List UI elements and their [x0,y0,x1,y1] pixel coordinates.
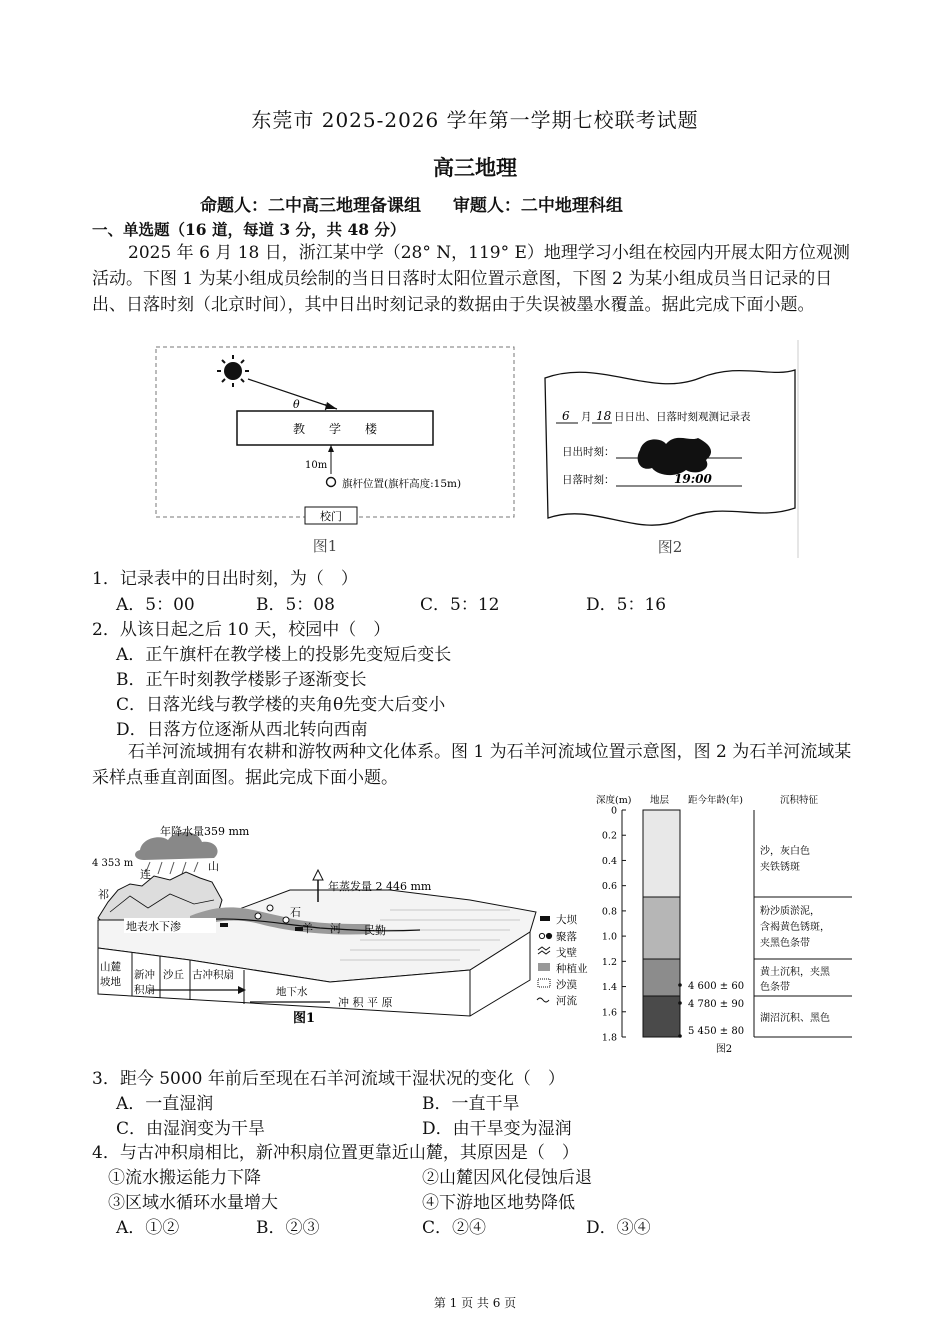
dam-1 [220,923,228,927]
sun-icon [217,355,249,387]
record-month: 6 [562,409,570,423]
question-1-stem: 1．记录表中的日出时刻，为（ ） [92,569,358,589]
record-day: 18 [596,409,612,423]
figure-observation-record [540,340,802,558]
feature-3-line-1: 黄土沉积，夹黑 [760,967,830,978]
lian-label: 连 [140,868,151,881]
piedmont-label-1: 山麓 [100,961,121,973]
legend-desert-icon [538,979,550,987]
record-heading: 日日出、日落时刻观测记录表 [614,411,751,423]
depth-tick-label: 0.8 [601,906,617,918]
figure-river-basin [90,820,600,1030]
depth-tick-label: 0.6 [601,881,617,893]
feature-2-line-1: 粉沙质淤泥， [760,906,820,917]
figure-a1-caption: 图1 [312,537,338,555]
exam-title: 东莞市 2025-2026 学年第一学期七校联考试题 [251,108,699,132]
legend-dam: 大坝 [556,914,577,926]
settlement-3 [283,917,289,923]
stem-1: 2025 年 6 月 18 日，浙江某中学（28° N，119° E）地理学习小组在校园内开展太阳方位观测活动。下图 1 为某小组成员绘制的当日日落时太阳位置示意图，下图 2 为某小组成员当日记录的日出、日落时刻（北京时间），其中日出时刻记录的数据由于失误被墨水覆盖。据此完成下面小题。 [92,243,850,315]
new-fan-label-2: 积扇 [134,984,155,996]
groundwater-label: 地下水 [276,986,308,998]
plain-label: 冲 积 平 原 [338,996,393,1009]
q4-option-b: B．②③ [256,1218,320,1238]
old-fan-label: 古冲积扇 [192,969,234,981]
rain-lines [146,862,198,874]
dune-label: 沙丘 [163,969,184,981]
altitude-label: 4 353 m [92,858,134,869]
shi-label: 石 [290,906,301,919]
sunrise-label: 日出时刻： [562,446,615,458]
q3-option-b: B．一直干旱 [422,1094,520,1114]
figure-profile [592,790,854,1058]
authors-line [200,191,649,216]
proposer: 命题人：二中高三地理备课组 [200,196,421,216]
qi-label: 祁 [98,888,109,901]
q1-option-c: C．5：12 [420,595,500,615]
legend [537,913,588,1007]
gate-label: 校门 [320,510,342,523]
figure-b2-caption: 图2 [715,1044,733,1055]
layer-4 [643,996,680,1037]
feature-1-line-1: 沙，灰白色 [760,846,810,857]
minqin-label: 民勤 [364,924,386,937]
flagpole-label: 旗杆位置(旗杆高度:15m) [342,478,462,490]
q2-option-b: B．正午时刻教学楼影子逐渐变长 [116,670,367,690]
q2-option-c: C．日落光线与教学楼的夹角θ先变大后变小 [116,695,446,715]
building-label: 教 学 楼 [292,422,378,436]
age-marker-1 [678,983,682,987]
header-feature: 沉积特征 [780,795,819,806]
q1-option-d: D．5：16 [586,595,667,615]
piedmont-label-2: 坡地 [100,976,121,988]
feature-3-line-2: 色条带 [760,982,790,993]
legend-settlement-icon [539,933,544,938]
sunset-value: 19:00 [674,472,712,486]
q4-item-3: ③区域水循环水量增大 [108,1193,278,1213]
question-2-stem: 2．从该日起之后 10 天，校园中（ ） [92,620,391,640]
feature-1-line-2: 夹铁锈斑 [760,862,800,873]
header-stratum: 地层 [650,795,670,806]
record-month-unit: 月 [581,411,592,423]
q4-item-1: ①流水搬运能力下降 [108,1168,261,1188]
q4-item-2: ②山麓因风化侵蚀后退 [422,1168,592,1188]
legend-gobi: 戈壁 [556,947,577,959]
age-2: 4 780 ± 90 [688,999,745,1010]
age-marker-3 [678,1034,682,1038]
q3-option-d: D．由干旱变为湿润 [422,1119,572,1139]
sunset-label: 日落时刻： [562,474,615,486]
legend-plantation: 种植业 [556,963,588,975]
age-1: 4 600 ± 60 [688,981,745,992]
legend-plantation-icon [538,963,550,971]
figure-a2-caption: 图2 [657,538,683,556]
section-heading: 一、单选题（16 道，每道 3 分，共 48 分） [92,220,406,239]
q4-option-d: D．③④ [586,1218,651,1238]
q4-item-4: ④下游地区地势降低 [422,1193,575,1213]
q4-option-a: A．①② [116,1218,180,1238]
age-marker-2 [678,1001,682,1005]
page-footer: 第 1 页 共 6 页 [433,1296,517,1310]
depth-tick-label: 1.8 [601,1032,617,1044]
settlement-2 [255,913,261,919]
evaporation-arrowhead [313,870,323,880]
he-label: 河 [330,922,341,935]
stem-2: 石羊河流域拥有农耕和游牧两种文化体系。图 1 为石羊河流域位置示意图，图 2 为石羊河流域某采样点垂直剖面图。据此完成下面小题。 [92,742,852,788]
depth-tick-label: 0.4 [601,855,617,867]
q2-option-d: D．日落方位逐渐从西北转向西南 [116,720,368,740]
yang-label: 羊 [302,922,313,935]
q3-option-c: C．由湿润变为干旱 [116,1119,266,1139]
feature-4-line-1: 湖沼沉积、黑色 [760,1013,830,1024]
header-depth: 深度(m) [596,795,632,806]
legend-river: 河流 [556,995,577,1007]
layer-2 [643,897,680,959]
precip-label: 年降水量359 mm [160,825,250,838]
legend-gobi-icon [538,947,550,950]
q1-option-b: B．5：08 [256,595,335,615]
q1-option-a: A．5：00 [116,595,195,615]
flagpole-icon [327,478,336,487]
layer-3 [643,959,680,996]
distance-arrowhead [328,445,334,452]
feature-2-line-3: 夹黑色条带 [760,938,810,949]
q4-option-c: C．②④ [422,1218,487,1238]
evap-label: 年蒸发量 2 446 mm [328,880,432,893]
figure-sun-position [155,346,517,556]
legend-desert: 沙漠 [556,979,577,991]
legend-river-icon [537,998,549,1002]
depth-tick-label: 0 [610,805,617,817]
question-3-stem: 3．距今 5000 年前后至现在石羊河流域干湿状况的变化（ ） [92,1069,565,1089]
subject-title: 高三地理 [433,155,517,180]
q3-option-a: A．一直湿润 [116,1094,214,1114]
distance-label: 10m [305,460,328,471]
legend-settlement: 聚落 [556,931,577,943]
new-fan-label-1: 新冲 [134,969,155,981]
infiltration-label: 地表水下渗 [126,920,181,933]
layer-1 [643,810,680,897]
depth-tick-label: 1.4 [601,982,617,994]
depth-tick-label: 0.2 [601,830,617,842]
feature-2-line-2: 含褐黄色锈斑， [760,922,830,933]
settlement-1 [267,905,273,911]
depth-tick-label: 1.6 [601,1007,617,1019]
shan-label: 山 [208,860,219,873]
theta-label: θ [293,398,300,411]
q2-option-a: A．正午旗杆在教学楼上的投影先变短后变长 [116,645,452,665]
reviewer: 审题人：二中地理科组 [452,196,623,216]
header-age: 距今年龄(年) [688,795,743,806]
figure-b1-caption: 图1 [292,1011,316,1026]
legend-dam-icon [540,916,550,921]
depth-tick-label: 1.0 [601,931,617,943]
question-4-stem: 4．与古冲积扇相比，新冲积扇位置更靠近山麓，其原因是（ ） [92,1143,579,1163]
age-3: 5 450 ± 80 [688,1026,745,1037]
depth-tick-label: 1.2 [601,956,617,968]
